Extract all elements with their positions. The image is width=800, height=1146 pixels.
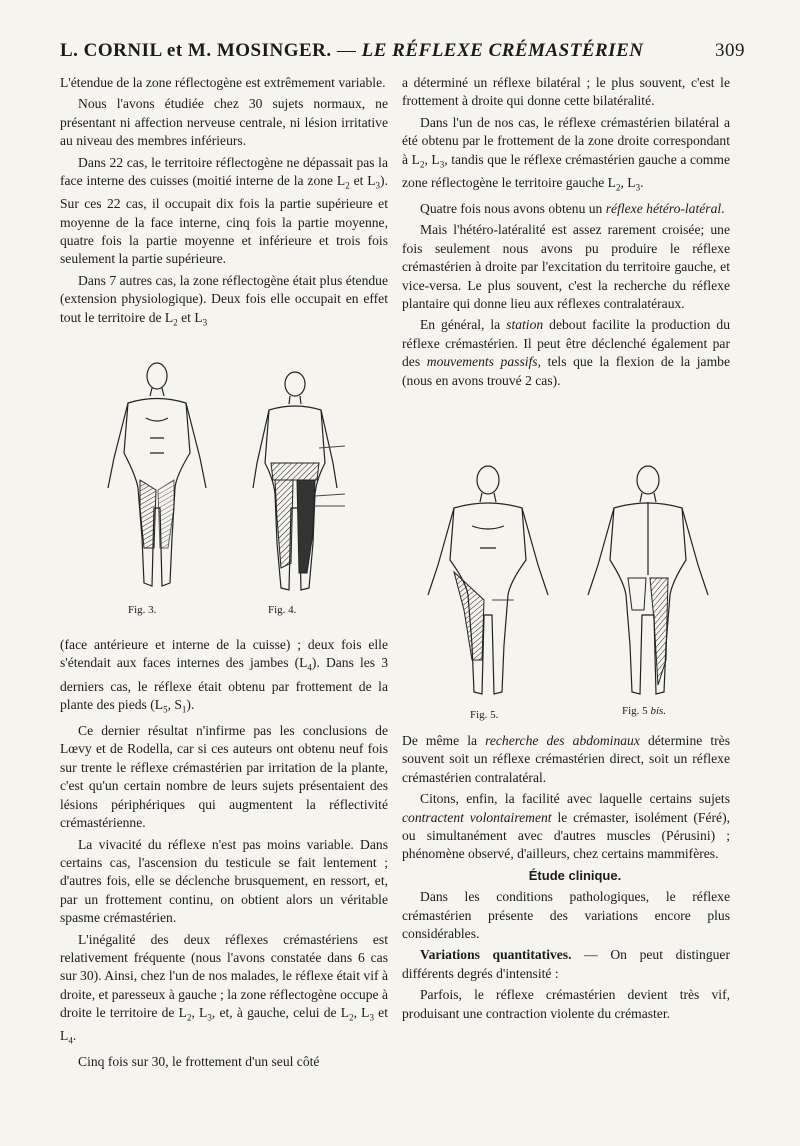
running-header <box>60 40 745 62</box>
paragraph: En général, la station debout facilite la production du réflexe crémastérien. Il peut être déclenché également par des mouvements passifs, tels que la flexion de la jambe (nous en avons trouvé 2 cas). <box>402 317 730 388</box>
left-column-top <box>60 74 388 335</box>
figure-4-illustration <box>245 368 375 596</box>
right-column-top <box>402 74 730 393</box>
paragraph: Parfois, le réflexe crémastérien devient très vif, produisant une contraction violente du crémaster. <box>402 987 730 1021</box>
figure-5-caption: Fig. 5. <box>470 709 499 721</box>
paragraph: (face antérieure et interne de la cuisse) ; deux fois elle s'étendait aux faces internes des jambes $(L_4)$. Dans les 3 derniers cas, le réflexe était obtenu par frottement de la plante des pieds ($L_5$, $S_1$). <box>60 637 388 715</box>
paragraph: Variations quantitatives. — On peut distinguer différents degrés d'intensité : <box>402 947 730 981</box>
paragraph: Dans 22 cas, le territoire réflectogène ne dépassait pas la face interne des cuisses (moitié interne de la zone $L_2$ et $L_3$). Sur ces 22 cas, il occupait dix fois la partie supérieure et moyenne de la face interne, cinq fois la partie moyenne, quatre fois la partie moyenne et inférieure et trois fois seulement la partie supérieure. <box>60 154 388 267</box>
figure-5-bis-caption: Fig. 5 bis. <box>622 705 667 717</box>
page-number: 309 <box>715 40 745 61</box>
paragraph: Quatre fois nous avons obtenu un réflexe hétéro-latéral. <box>420 200 725 216</box>
paragraph: La vivacité du réflexe n'est pas moins variable. Dans certains cas, l'ascension du testicule se fait lentement ; d'autres fois, elle se déclenche brusquement, en ressort, et, par un frottement continu, on obtient alors un véritable spasme crémastérien. <box>60 836 388 926</box>
right-column-bottom <box>402 732 730 1026</box>
figure-5-illustration <box>418 460 558 700</box>
figure-4-caption: Fig. 4. <box>268 604 297 616</box>
paragraph: Citons, enfin, la facilité avec laquelle certains sujets contractent volontairement le crémaster, isolément (Féré), ou simultanément avec d'autres muscles (Pérusini) ; phénomène observé, d'ailleurs, chez certains mammifères. <box>402 791 730 862</box>
figure-3-illustration <box>90 358 225 598</box>
paragraph: Nous l'avons étudiée chez 30 sujets normaux, ne présentant ni affection nerveuse centrale, ni lésion irritative au niveau des membres inférieurs. <box>60 96 388 149</box>
paragraph: Dans l'un de nos cas, le réflexe crémastérien bilatéral a été obtenu par le frottement de la zone droite correspondant à $L_2$, $L_3$, tandis que le réflexe crémastérien gauche a comme zone réflectogène le territoire gauche $L_2$, $L_3$. <box>402 114 730 193</box>
paragraph: Ce dernier résultat n'infirme pas les conclusions de Lœvy et de Rodella, car si ces auteurs ont obtenu neuf fois sur trente le réflexe crémastérien par irritation de la plante, c'est qu'un certain nombre de leurs sujets présentaient des lésions périphériques qui augmentent la réflectivité crémastérienne. <box>60 723 388 831</box>
header-title: LE RÉFLEXE CRÉMASTÉRIEN <box>361 40 644 61</box>
section-heading: Étude clinique. <box>528 867 622 883</box>
paragraph: a déterminé un réflexe bilatéral ; le plus souvent, c'est le frottement à droite qui donne cette bilatéralité. <box>402 75 730 109</box>
paragraph: Cinq fois sur 30, le frottement d'un seul côté <box>78 1054 320 1070</box>
paragraph: L'inégalité des deux réflexes crémastériens est relativement fréquente (nous l'avons constatée dans 6 cas sur 30). Ainsi, chez l'un de nos malades, le réflexe était vif à droite, et paresseux à gauche ; la zone réflectogène occupe à droite le territoire de $L_2$, $L_3$, et, à gauche, celui de $L_2$, $L_3$ et $L_4$. <box>60 931 388 1046</box>
paragraph: De même la recherche des abdominaux détermine très souvent soit un réflexe crémastérien direct, soit un réflexe crémastérien contralatéral. <box>402 733 730 785</box>
header-dash: — <box>336 40 357 61</box>
header-authors: L. CORNIL et M. MOSINGER. <box>60 40 332 61</box>
paragraph: L'étendue de la zone réflectogène est extrêmement variable. <box>60 75 386 90</box>
left-column-bottom <box>60 636 388 1075</box>
figure-5-bis-illustration <box>578 460 718 700</box>
paragraph: Mais l'hétéro-latéralité est assez rarement croisée; une fois seulement nous avons pu produire le réflexe crémastérien à droite par l'excitation du territoire gauche, et vice-versa. Le plus souvent, c'est la recherche du réflexe plantaire qui donne lieu aux réflexes contralatéraux. <box>402 222 730 311</box>
figure-3-caption: Fig. 3. <box>128 604 157 616</box>
paragraph: Dans 7 autres cas, la zone réflectogène était plus étendue (extension physiologique). Deux fois elle occupait en effet tout le territoire de $L_2$ et $L_3$ <box>60 272 388 328</box>
paragraph: Dans les conditions pathologiques, le réflexe crémastérien présente des variations encore plus considérables. <box>402 889 730 942</box>
